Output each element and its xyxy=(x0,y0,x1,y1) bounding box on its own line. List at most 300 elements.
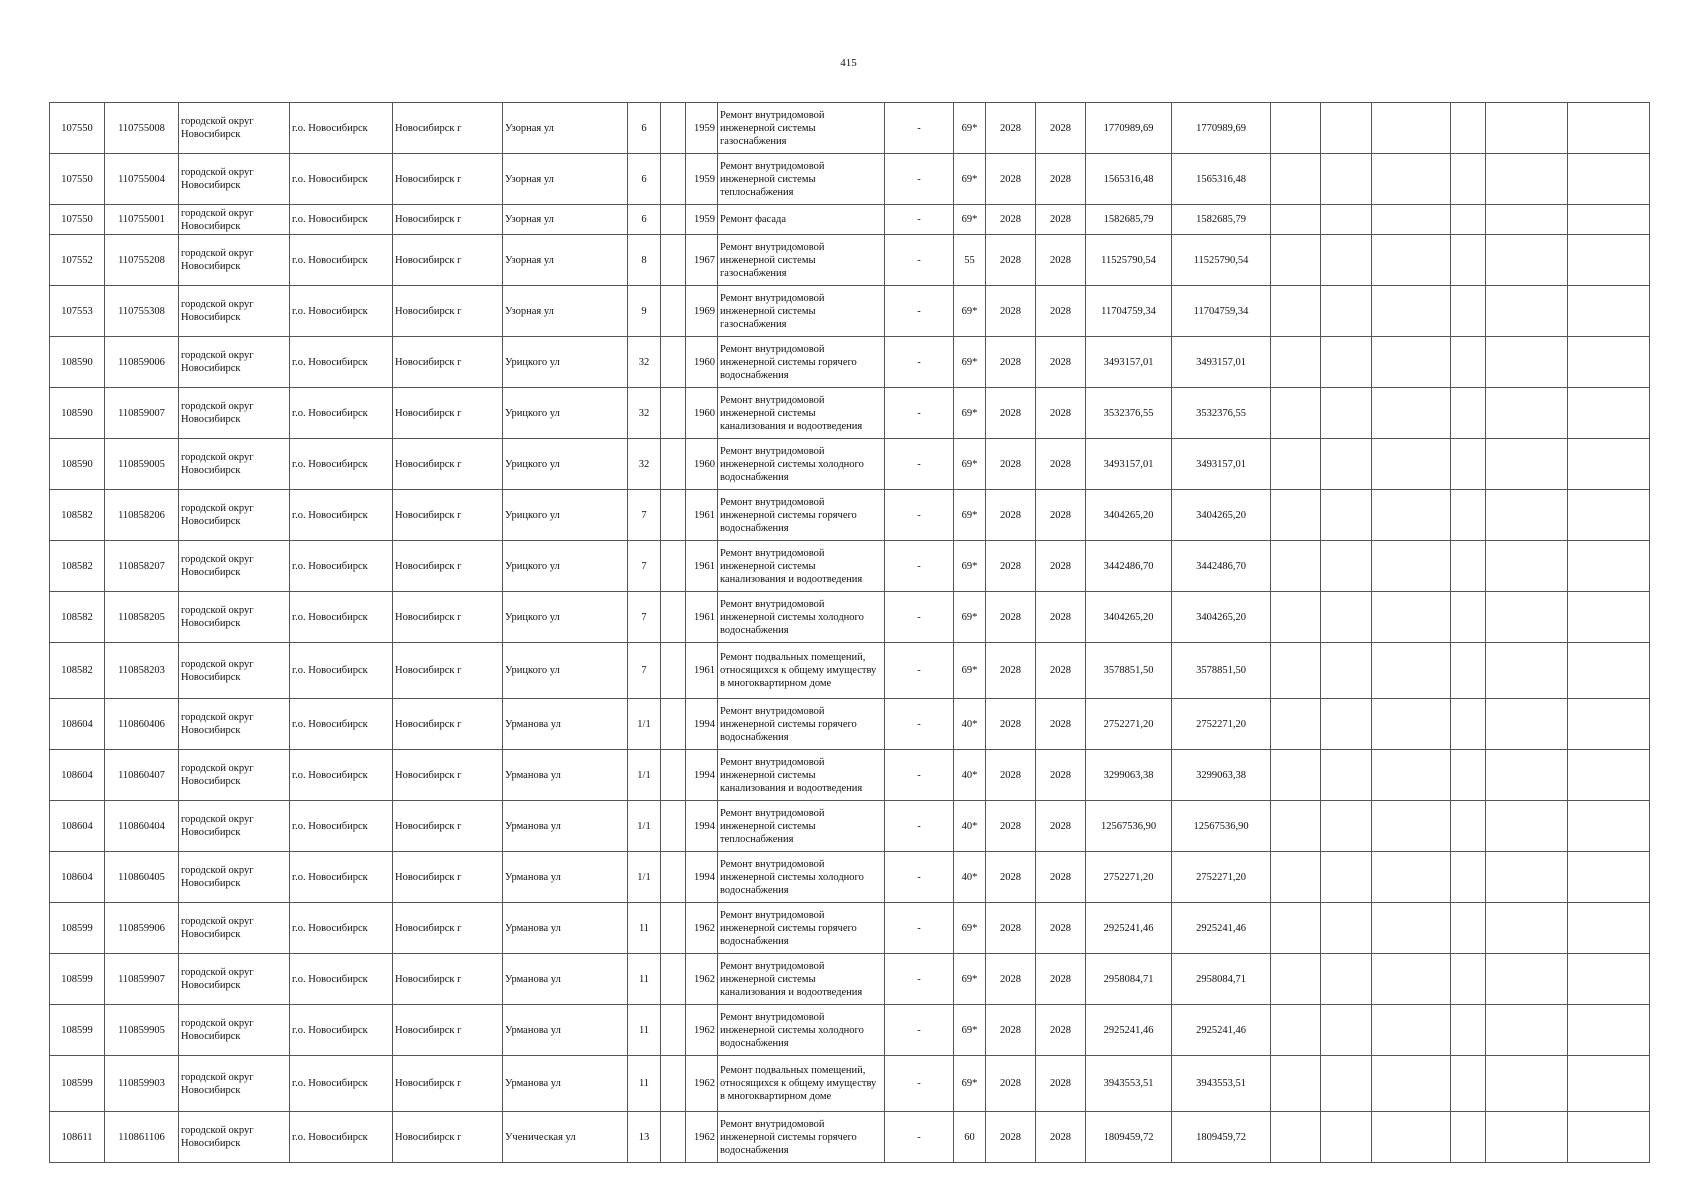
cell-year-from: 2028 xyxy=(986,699,1036,750)
cell-cost: 1582685,79 xyxy=(1086,205,1172,235)
cell-year-to: 2028 xyxy=(1036,592,1086,643)
cell-work: Ремонт внутридомовой инженерной системы канализования и водоотведения xyxy=(718,954,885,1005)
cell-empty xyxy=(1372,592,1451,643)
cell-house: 11 xyxy=(628,903,661,954)
cell-empty xyxy=(1486,1056,1568,1112)
cell-work: Ремонт внутридомовой инженерной системы холодного водоснабжения xyxy=(718,439,885,490)
cell-code: 110860405 xyxy=(105,852,179,903)
cell-empty xyxy=(1486,103,1568,154)
cell-municipality: городской округ Новосибирск xyxy=(179,1005,290,1056)
table-row xyxy=(50,852,1650,903)
cell-empty xyxy=(1568,388,1650,439)
cell-district: г.о. Новосибирск xyxy=(290,439,393,490)
cell-building xyxy=(661,235,686,286)
cell-code: 110860407 xyxy=(105,750,179,801)
table-row xyxy=(50,205,1650,235)
cell-year: 1961 xyxy=(686,541,718,592)
cell-house: 32 xyxy=(628,337,661,388)
cell-empty xyxy=(1486,1005,1568,1056)
cell-year: 1994 xyxy=(686,852,718,903)
cell-city: Новосибирск г xyxy=(393,699,503,750)
cell-empty xyxy=(1486,903,1568,954)
cell-empty xyxy=(1486,388,1568,439)
cell-house: 7 xyxy=(628,541,661,592)
cell-empty xyxy=(1271,154,1321,205)
cell-street: Узорная ул xyxy=(503,286,628,337)
cell-house: 11 xyxy=(628,954,661,1005)
cell-street: Урицкого ул xyxy=(503,337,628,388)
cell-col10: - xyxy=(885,439,954,490)
cell-wear: 40* xyxy=(954,699,986,750)
cell-street: Урманова ул xyxy=(503,852,628,903)
cell-empty xyxy=(1568,750,1650,801)
cell-building xyxy=(661,699,686,750)
cell-col10: - xyxy=(885,490,954,541)
cell-empty xyxy=(1321,439,1372,490)
cell-district: г.о. Новосибирск xyxy=(290,852,393,903)
cell-empty xyxy=(1451,337,1486,388)
cell-id: 108590 xyxy=(50,337,105,388)
cell-district: г.о. Новосибирск xyxy=(290,337,393,388)
cell-empty xyxy=(1271,699,1321,750)
cell-cost: 3404265,20 xyxy=(1086,490,1172,541)
cell-code: 110859006 xyxy=(105,337,179,388)
cell-year-to: 2028 xyxy=(1036,1005,1086,1056)
table-row xyxy=(50,541,1650,592)
cell-district: г.о. Новосибирск xyxy=(290,592,393,643)
cell-col10: - xyxy=(885,801,954,852)
cell-year-to: 2028 xyxy=(1036,699,1086,750)
cell-street: Узорная ул xyxy=(503,154,628,205)
cell-id: 107550 xyxy=(50,205,105,235)
cell-code: 110860404 xyxy=(105,801,179,852)
cell-street: Узорная ул xyxy=(503,205,628,235)
cell-empty xyxy=(1271,592,1321,643)
cell-wear: 40* xyxy=(954,750,986,801)
cell-id: 108599 xyxy=(50,903,105,954)
cell-empty xyxy=(1321,154,1372,205)
cell-empty xyxy=(1372,490,1451,541)
cell-street: Урицкого ул xyxy=(503,541,628,592)
cell-total: 3943553,51 xyxy=(1172,1056,1271,1112)
cell-year-from: 2028 xyxy=(986,541,1036,592)
cell-total: 3404265,20 xyxy=(1172,490,1271,541)
cell-empty xyxy=(1451,643,1486,699)
cell-empty xyxy=(1451,235,1486,286)
cell-col10: - xyxy=(885,154,954,205)
cell-municipality: городской округ Новосибирск xyxy=(179,205,290,235)
cell-house: 1/1 xyxy=(628,852,661,903)
cell-building xyxy=(661,801,686,852)
cell-empty xyxy=(1372,643,1451,699)
cell-work: Ремонт внутридомовой инженерной системы газоснабжения xyxy=(718,103,885,154)
cell-col10: - xyxy=(885,337,954,388)
cell-empty xyxy=(1321,205,1372,235)
cell-cost: 2752271,20 xyxy=(1086,699,1172,750)
table-row xyxy=(50,439,1650,490)
cell-year: 1960 xyxy=(686,388,718,439)
cell-year-to: 2028 xyxy=(1036,286,1086,337)
cell-code: 110859007 xyxy=(105,388,179,439)
cell-building xyxy=(661,852,686,903)
cell-building xyxy=(661,592,686,643)
cell-wear: 69* xyxy=(954,1005,986,1056)
cell-cost: 1809459,72 xyxy=(1086,1112,1172,1163)
cell-empty xyxy=(1451,439,1486,490)
cell-wear: 69* xyxy=(954,903,986,954)
cell-wear: 69* xyxy=(954,643,986,699)
cell-city: Новосибирск г xyxy=(393,1005,503,1056)
cell-col10: - xyxy=(885,750,954,801)
cell-id: 107553 xyxy=(50,286,105,337)
cell-city: Новосибирск г xyxy=(393,235,503,286)
cell-id: 108599 xyxy=(50,1056,105,1112)
cell-building xyxy=(661,541,686,592)
cell-city: Новосибирск г xyxy=(393,103,503,154)
cell-total: 2752271,20 xyxy=(1172,852,1271,903)
cell-col10: - xyxy=(885,1056,954,1112)
cell-district: г.о. Новосибирск xyxy=(290,154,393,205)
cell-building xyxy=(661,154,686,205)
cell-city: Новосибирск г xyxy=(393,1056,503,1112)
cell-municipality: городской округ Новосибирск xyxy=(179,439,290,490)
cell-city: Новосибирск г xyxy=(393,592,503,643)
cell-col10: - xyxy=(885,541,954,592)
cell-city: Новосибирск г xyxy=(393,490,503,541)
cell-year-from: 2028 xyxy=(986,388,1036,439)
cell-empty xyxy=(1321,852,1372,903)
table-row xyxy=(50,154,1650,205)
cell-empty xyxy=(1451,852,1486,903)
cell-street: Урманова ул xyxy=(503,801,628,852)
cell-wear: 60 xyxy=(954,1112,986,1163)
cell-wear: 69* xyxy=(954,388,986,439)
cell-cost: 3578851,50 xyxy=(1086,643,1172,699)
cell-empty xyxy=(1372,903,1451,954)
cell-municipality: городской округ Новосибирск xyxy=(179,699,290,750)
cell-empty xyxy=(1486,592,1568,643)
cell-building xyxy=(661,1005,686,1056)
cell-empty xyxy=(1321,750,1372,801)
table-row xyxy=(50,801,1650,852)
cell-year-from: 2028 xyxy=(986,801,1036,852)
cell-district: г.о. Новосибирск xyxy=(290,205,393,235)
cell-year-from: 2028 xyxy=(986,1056,1036,1112)
cell-empty xyxy=(1321,954,1372,1005)
cell-year-to: 2028 xyxy=(1036,235,1086,286)
table-row xyxy=(50,337,1650,388)
cell-col10: - xyxy=(885,1112,954,1163)
cell-work: Ремонт внутридомовой инженерной системы газоснабжения xyxy=(718,286,885,337)
cell-code: 110858207 xyxy=(105,541,179,592)
cell-cost: 1565316,48 xyxy=(1086,154,1172,205)
cell-building xyxy=(661,750,686,801)
cell-empty xyxy=(1486,205,1568,235)
cell-empty xyxy=(1451,750,1486,801)
cell-street: Урманова ул xyxy=(503,750,628,801)
cell-year: 1994 xyxy=(686,801,718,852)
cell-year-to: 2028 xyxy=(1036,903,1086,954)
cell-id: 107550 xyxy=(50,154,105,205)
cell-house: 6 xyxy=(628,103,661,154)
cell-code: 110755308 xyxy=(105,286,179,337)
cell-empty xyxy=(1321,699,1372,750)
registry-table xyxy=(49,102,1650,1163)
cell-cost: 2925241,46 xyxy=(1086,1005,1172,1056)
cell-empty xyxy=(1321,337,1372,388)
cell-district: г.о. Новосибирск xyxy=(290,1005,393,1056)
cell-wear: 69* xyxy=(954,205,986,235)
cell-year-to: 2028 xyxy=(1036,1056,1086,1112)
cell-total: 3493157,01 xyxy=(1172,439,1271,490)
cell-empty xyxy=(1271,1056,1321,1112)
cell-district: г.о. Новосибирск xyxy=(290,286,393,337)
cell-empty xyxy=(1271,1112,1321,1163)
cell-municipality: городской округ Новосибирск xyxy=(179,388,290,439)
cell-empty xyxy=(1321,490,1372,541)
cell-street: Урицкого ул xyxy=(503,439,628,490)
cell-year-from: 2028 xyxy=(986,235,1036,286)
cell-empty xyxy=(1372,103,1451,154)
cell-empty xyxy=(1486,235,1568,286)
cell-year: 1959 xyxy=(686,154,718,205)
cell-total: 3493157,01 xyxy=(1172,337,1271,388)
cell-empty xyxy=(1568,903,1650,954)
cell-id: 108604 xyxy=(50,801,105,852)
cell-code: 110861106 xyxy=(105,1112,179,1163)
cell-total: 11525790,54 xyxy=(1172,235,1271,286)
cell-empty xyxy=(1568,954,1650,1005)
cell-wear: 40* xyxy=(954,801,986,852)
cell-empty xyxy=(1271,852,1321,903)
cell-code: 110755004 xyxy=(105,154,179,205)
cell-empty xyxy=(1271,388,1321,439)
cell-empty xyxy=(1451,286,1486,337)
cell-work: Ремонт внутридомовой инженерной системы горячего водоснабжения xyxy=(718,490,885,541)
cell-year-to: 2028 xyxy=(1036,439,1086,490)
cell-empty xyxy=(1321,388,1372,439)
cell-building xyxy=(661,205,686,235)
cell-house: 32 xyxy=(628,439,661,490)
cell-municipality: городской округ Новосибирск xyxy=(179,235,290,286)
cell-year-to: 2028 xyxy=(1036,490,1086,541)
cell-work: Ремонт внутридомовой инженерной системы горячего водоснабжения xyxy=(718,903,885,954)
cell-empty xyxy=(1271,541,1321,592)
cell-city: Новосибирск г xyxy=(393,337,503,388)
cell-municipality: городской округ Новосибирск xyxy=(179,852,290,903)
cell-city: Новосибирск г xyxy=(393,750,503,801)
cell-district: г.о. Новосибирск xyxy=(290,954,393,1005)
cell-wear: 69* xyxy=(954,954,986,1005)
cell-work: Ремонт внутридомовой инженерной системы теплоснабжения xyxy=(718,801,885,852)
cell-city: Новосибирск г xyxy=(393,541,503,592)
cell-empty xyxy=(1451,103,1486,154)
cell-empty xyxy=(1372,852,1451,903)
cell-empty xyxy=(1372,541,1451,592)
cell-building xyxy=(661,643,686,699)
cell-street: Урманова ул xyxy=(503,954,628,1005)
cell-cost: 11704759,34 xyxy=(1086,286,1172,337)
cell-empty xyxy=(1568,286,1650,337)
cell-work: Ремонт внутридомовой инженерной системы теплоснабжения xyxy=(718,154,885,205)
cell-empty xyxy=(1271,903,1321,954)
cell-municipality: городской округ Новосибирск xyxy=(179,801,290,852)
cell-empty xyxy=(1372,801,1451,852)
cell-cost: 1770989,69 xyxy=(1086,103,1172,154)
cell-year: 1961 xyxy=(686,643,718,699)
cell-city: Новосибирск г xyxy=(393,388,503,439)
cell-total: 3532376,55 xyxy=(1172,388,1271,439)
cell-code: 110755001 xyxy=(105,205,179,235)
cell-empty xyxy=(1271,235,1321,286)
cell-building xyxy=(661,439,686,490)
cell-year-to: 2028 xyxy=(1036,154,1086,205)
cell-total: 1582685,79 xyxy=(1172,205,1271,235)
cell-year: 1959 xyxy=(686,103,718,154)
cell-street: Урицкого ул xyxy=(503,592,628,643)
cell-district: г.о. Новосибирск xyxy=(290,388,393,439)
cell-wear: 69* xyxy=(954,490,986,541)
cell-empty xyxy=(1451,388,1486,439)
table-row xyxy=(50,1005,1650,1056)
cell-year-from: 2028 xyxy=(986,903,1036,954)
cell-empty xyxy=(1568,205,1650,235)
table-row xyxy=(50,490,1650,541)
cell-year-from: 2028 xyxy=(986,1112,1036,1163)
cell-year-to: 2028 xyxy=(1036,205,1086,235)
cell-year-to: 2028 xyxy=(1036,541,1086,592)
cell-year: 1961 xyxy=(686,592,718,643)
cell-id: 107550 xyxy=(50,103,105,154)
cell-year: 1962 xyxy=(686,1112,718,1163)
cell-empty xyxy=(1568,699,1650,750)
cell-year-from: 2028 xyxy=(986,1005,1036,1056)
cell-city: Новосибирск г xyxy=(393,801,503,852)
cell-code: 110858203 xyxy=(105,643,179,699)
cell-empty xyxy=(1271,750,1321,801)
cell-total: 3404265,20 xyxy=(1172,592,1271,643)
cell-district: г.о. Новосибирск xyxy=(290,643,393,699)
cell-total: 1770989,69 xyxy=(1172,103,1271,154)
cell-col10: - xyxy=(885,592,954,643)
cell-empty xyxy=(1372,337,1451,388)
cell-municipality: городской округ Новосибирск xyxy=(179,490,290,541)
cell-empty xyxy=(1321,1112,1372,1163)
cell-work: Ремонт внутридомовой инженерной системы газоснабжения xyxy=(718,235,885,286)
cell-municipality: городской округ Новосибирск xyxy=(179,286,290,337)
cell-municipality: городской округ Новосибирск xyxy=(179,592,290,643)
cell-col10: - xyxy=(885,852,954,903)
cell-total: 2958084,71 xyxy=(1172,954,1271,1005)
cell-city: Новосибирск г xyxy=(393,205,503,235)
cell-id: 108599 xyxy=(50,954,105,1005)
cell-year-from: 2028 xyxy=(986,643,1036,699)
cell-col10: - xyxy=(885,388,954,439)
cell-empty xyxy=(1568,643,1650,699)
cell-empty xyxy=(1271,490,1321,541)
cell-year: 1967 xyxy=(686,235,718,286)
cell-work: Ремонт внутридомовой инженерной системы канализования и водоотведения xyxy=(718,541,885,592)
cell-empty xyxy=(1451,903,1486,954)
cell-wear: 69* xyxy=(954,154,986,205)
cell-municipality: городской округ Новосибирск xyxy=(179,643,290,699)
cell-total: 3299063,38 xyxy=(1172,750,1271,801)
cell-cost: 3532376,55 xyxy=(1086,388,1172,439)
cell-id: 108582 xyxy=(50,592,105,643)
cell-empty xyxy=(1372,1056,1451,1112)
cell-street: Урманова ул xyxy=(503,1056,628,1112)
cell-empty xyxy=(1568,235,1650,286)
cell-empty xyxy=(1568,154,1650,205)
cell-work: Ремонт внутридомовой инженерной системы горячего водоснабжения xyxy=(718,337,885,388)
cell-year: 1969 xyxy=(686,286,718,337)
cell-empty xyxy=(1568,801,1650,852)
cell-house: 1/1 xyxy=(628,750,661,801)
cell-empty xyxy=(1271,801,1321,852)
cell-house: 7 xyxy=(628,643,661,699)
cell-district: г.о. Новосибирск xyxy=(290,750,393,801)
cell-building xyxy=(661,1112,686,1163)
cell-work: Ремонт внутридомовой инженерной системы канализования и водоотведения xyxy=(718,388,885,439)
cell-code: 110858205 xyxy=(105,592,179,643)
cell-year-from: 2028 xyxy=(986,592,1036,643)
cell-municipality: городской округ Новосибирск xyxy=(179,750,290,801)
cell-year: 1994 xyxy=(686,699,718,750)
cell-id: 108582 xyxy=(50,490,105,541)
cell-year-from: 2028 xyxy=(986,154,1036,205)
cell-empty xyxy=(1372,388,1451,439)
cell-district: г.о. Новосибирск xyxy=(290,1112,393,1163)
cell-cost: 2752271,20 xyxy=(1086,852,1172,903)
cell-year-to: 2028 xyxy=(1036,388,1086,439)
cell-house: 7 xyxy=(628,592,661,643)
cell-year-to: 2028 xyxy=(1036,337,1086,388)
cell-house: 6 xyxy=(628,205,661,235)
cell-building xyxy=(661,1056,686,1112)
cell-empty xyxy=(1486,699,1568,750)
cell-municipality: городской округ Новосибирск xyxy=(179,1056,290,1112)
page-number: 415 xyxy=(840,57,857,69)
cell-col10: - xyxy=(885,903,954,954)
cell-district: г.о. Новосибирск xyxy=(290,1056,393,1112)
cell-empty xyxy=(1372,954,1451,1005)
cell-empty xyxy=(1568,337,1650,388)
cell-empty xyxy=(1486,337,1568,388)
cell-empty xyxy=(1486,154,1568,205)
cell-empty xyxy=(1568,490,1650,541)
cell-col10: - xyxy=(885,699,954,750)
cell-wear: 55 xyxy=(954,235,986,286)
cell-street: Урицкого ул xyxy=(503,490,628,541)
cell-year-to: 2028 xyxy=(1036,103,1086,154)
cell-cost: 3493157,01 xyxy=(1086,337,1172,388)
cell-col10: - xyxy=(885,235,954,286)
cell-house: 1/1 xyxy=(628,801,661,852)
cell-total: 3578851,50 xyxy=(1172,643,1271,699)
cell-district: г.о. Новосибирск xyxy=(290,801,393,852)
cell-house: 6 xyxy=(628,154,661,205)
cell-empty xyxy=(1451,801,1486,852)
cell-empty xyxy=(1271,643,1321,699)
cell-empty xyxy=(1321,801,1372,852)
cell-empty xyxy=(1451,1112,1486,1163)
cell-building xyxy=(661,388,686,439)
cell-work: Ремонт внутридомовой инженерной системы холодного водоснабжения xyxy=(718,1005,885,1056)
cell-empty xyxy=(1271,337,1321,388)
cell-code: 110859906 xyxy=(105,903,179,954)
cell-id: 108611 xyxy=(50,1112,105,1163)
cell-house: 1/1 xyxy=(628,699,661,750)
